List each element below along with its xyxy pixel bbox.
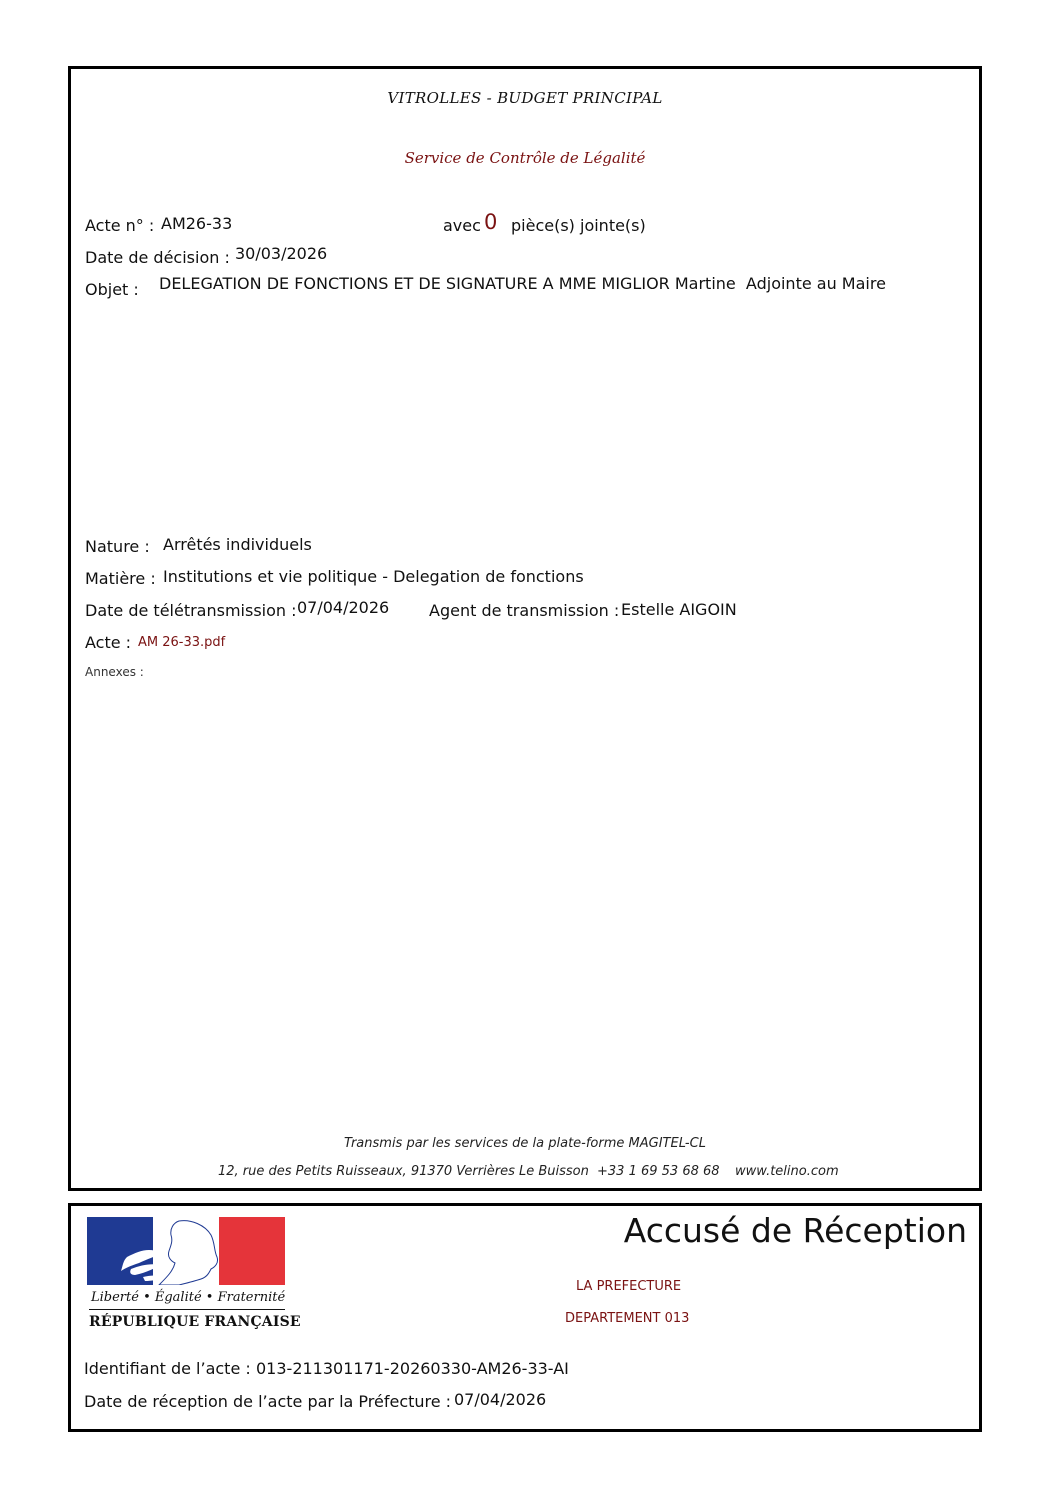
logo-republique: RÉPUBLIQUE FRANÇAISE <box>89 1314 301 1330</box>
footer-transmis: Transmis par les services de la plate-forme MAGITEL-CL <box>344 1136 706 1151</box>
accuse-panel <box>68 1203 982 1432</box>
republique-logo <box>71 1206 311 1346</box>
avec-label: avec <box>443 216 481 235</box>
acte-file[interactable]: AM 26-33.pdf <box>138 635 226 650</box>
objet-value: DELEGATION DE FONCTIONS ET DE SIGNATURE A MME MIGLIOR Martine Adjointe au Maire <box>159 274 886 293</box>
nature-value: Arrêtés individuels <box>163 535 312 554</box>
footer-address: 12, rue des Petits Ruisseaux, 91370 Verrières Le Buisson <box>218 1164 589 1179</box>
logo-motto: Liberté • Égalité • Fraternité <box>91 1290 286 1305</box>
matiere-value: Institutions et vie politique - Delegation de fonctions <box>163 567 584 586</box>
annexes-label: Annexes : <box>85 665 144 679</box>
agent-label: Agent de transmission : <box>429 601 620 620</box>
date-teletransmission-label: Date de télétransmission : <box>85 601 297 620</box>
agent-value: Estelle AIGOIN <box>621 600 737 619</box>
date-decision-label: Date de décision : <box>85 248 230 267</box>
objet-label: Objet : <box>85 280 139 299</box>
service-title: Service de Contrôle de Légalité <box>404 149 646 167</box>
footer-phone: +33 1 69 53 68 68 <box>597 1164 720 1179</box>
departement-label: DEPARTEMENT 013 <box>565 1311 690 1326</box>
prefecture-label: LA PREFECTURE <box>576 1279 682 1294</box>
marianne-flag-icon <box>87 1217 285 1285</box>
identifiant-label: Identifiant de l’acte : <box>84 1359 251 1378</box>
pieces-label: pièce(s) jointe(s) <box>511 216 646 235</box>
footer-website[interactable]: www.telino.com <box>735 1164 839 1179</box>
acte-panel <box>68 66 982 1191</box>
date-reception-value: 07/04/2026 <box>454 1390 547 1409</box>
acte-numero-label: Acte n° : <box>85 216 155 235</box>
matiere-label: Matière : <box>85 569 156 588</box>
logo-divider <box>89 1309 285 1310</box>
acte-file-label: Acte : <box>85 633 132 652</box>
identifiant-value: 013-211301171-20260330-AM26-33-AI <box>256 1359 569 1378</box>
date-reception-label: Date de réception de l’acte par la Préfecture : <box>84 1392 452 1411</box>
pieces-count: 0 <box>484 210 498 234</box>
nature-label: Nature : <box>85 537 150 556</box>
collectivite-title: VITROLLES - BUDGET PRINCIPAL <box>387 89 663 107</box>
date-teletransmission: 07/04/2026 <box>297 598 390 617</box>
accuse-title: Accusé de Réception <box>623 1211 967 1250</box>
acte-numero: AM26-33 <box>161 214 233 233</box>
date-decision: 30/03/2026 <box>235 244 328 263</box>
